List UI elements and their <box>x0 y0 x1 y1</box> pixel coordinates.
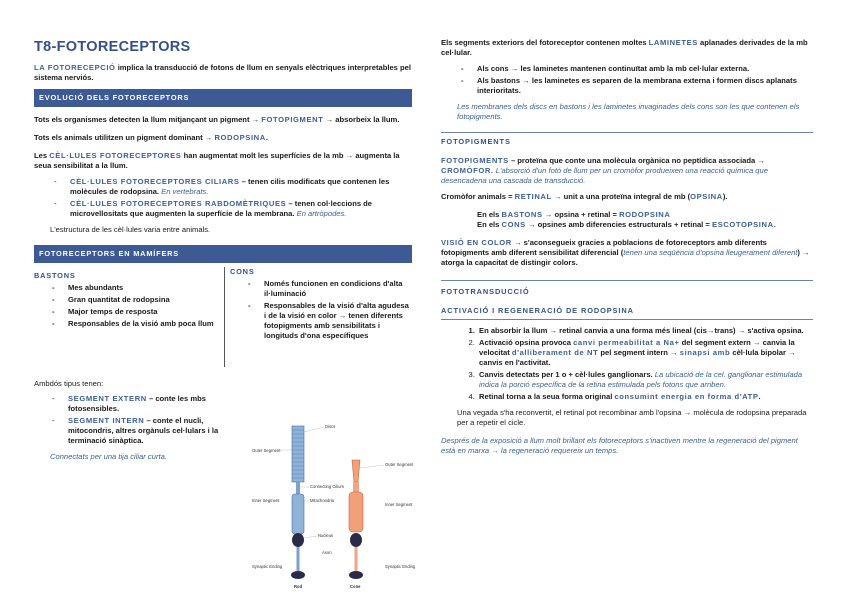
paragraph-fotopigments: FOTOPIGMENTS – proteïna que conte una molècula orgànica no peptídica associada → CROMÒFOR. L'absorció d'un fotó de llum per un cromòfor produeixen una reacció química que desencadena una cascada de transducció. <box>441 155 768 185</box>
paragraph-rodopsina: Tots els animals utilitzen un pigment dominant → RODOPSINA. <box>34 132 268 142</box>
list-item: - Mes abundants <box>52 283 219 293</box>
paragraph-final: Després de la exposició a llum molt brillant els fotoreceptors s'inactiven mentre la regeneració del pigment està en marxa → la regeneració requereix un temps. <box>441 435 798 455</box>
list-item: - Als bastons → les laminetes es separen de la membrana externa i formen discs aplanats interioritats. <box>461 76 813 96</box>
list-item: - Responsables de la visió amb poca llum <box>52 319 219 329</box>
paragraph-estructura: L'estructura de les cèl·lules varia entre animals. <box>50 225 211 235</box>
segments-block <box>34 379 239 462</box>
list-item: 1. En absorbir la llum → retinal canvia a una forma més lineal (cis→trans) → s'activa opsina. <box>477 326 813 336</box>
list-item: - Gran quantitat de rodopsina <box>52 295 219 305</box>
list-item: - CÈL·LULES FOTORECEPTORES CILIARS – tenen cilis modificats que contenen les molècules de rodopsina. En vertebrats. <box>54 177 412 197</box>
paragraph-fotopigment: Tots els organismes detecten la llum mitjançant un pigment → FOTOPIGMENT → absorbeix la llum. <box>34 114 400 124</box>
list-item: 4. Retinal torna a la seua forma original consumint energia en forma d'ATP. <box>477 392 813 402</box>
label-axon: Axon <box>322 550 332 555</box>
section-header-mamifers: FOTORECEPTORS EN MAMÍFERS <box>34 245 412 263</box>
list-item: - SEGMENT INTERN – conte el nucli, mitocondris, altres orgànuls cel·lulars i la terminació sinàptica. <box>52 416 239 446</box>
label-inner-segment-rod: Inner Segment <box>252 498 280 503</box>
label-rod: Rod <box>294 584 303 589</box>
intro-paragraph: LA FOTORECEPCIÓ implica la transducció de fotons de llum en senyals elèctriques interpretables pel sistema nerviós. <box>34 63 411 83</box>
cons-heading: CONS <box>230 266 255 276</box>
laminetes-list <box>441 64 813 96</box>
list-item: 3. Canvis detectats per 1 o + cèl·lules ganglionars. La ubicació de la cel. ganglionar estimulada indica la porció específica de la retina estimulada pels fotons que arriben. <box>477 370 813 390</box>
activacio-steps <box>441 326 813 402</box>
label-synaptic-ending-rod: Synaptic Ending <box>252 564 283 569</box>
label-synaptic-ending-cone: Synaptic Ending <box>385 564 416 569</box>
label-mitochondria: Mitochondria <box>310 498 334 503</box>
bastons-cons-comparison <box>34 266 412 367</box>
connectats-note: Connectats per una tija ciliar curta. <box>50 451 167 461</box>
ambdos-label: Ambdós tipus tenen: <box>34 378 104 388</box>
list-item: - Responsables de la visió d'alta agudesa i de la visió en color → tenen diferents fotopigments amb sensibilitats i longituds d'ona específiques <box>248 301 412 341</box>
rod-cell <box>291 426 305 579</box>
list-item: - SEGMENT EXTERN – conte les mbs fotosensibles. <box>52 394 239 414</box>
paragraph-visio-color: VISIÓ EN COLOR → s'aconsegueix gracies a poblacions de fotoreceptors amb diferents fotopigments amb diferent sensibilitat diferencial (tenen una seqüència d'opsina lleugerament diferent) → atorga la capacitat de distingir colors. <box>441 237 810 267</box>
section-header-fototransduccio: FOTOTRANSDUCCIÓ <box>441 280 813 300</box>
label-outer-segment-cone: Outer Segment <box>385 462 414 467</box>
label-cone: Cone <box>350 584 361 589</box>
section-header-fotopigments: FOTOPIGMENTS <box>441 132 813 150</box>
cons-column <box>224 267 412 367</box>
paragraph-regeneracio: Una vegada s'ha reconvertit, el retinal pot recombinar amb l'opsina → molècula de rodopsina preparada per a repetir el cicle. <box>457 407 807 427</box>
right-column <box>441 38 813 456</box>
paragraph-laminetes: Els segments exteriors del fotoreceptor contenen moltes LAMINETES aplanades derivades de la mb cel·lular. <box>441 38 808 58</box>
list-item: - CÈL·LULES FOTORECEPTORES RABDOMÈTRIQUES – tenen col·leccions de microvellositats que augmenten la superfície de la membrana. En artròpodes. <box>54 199 412 219</box>
bastons-heading: BASTONS <box>34 270 76 280</box>
paragraph-cromofor: Cromòfor animals = RETINAL → unit a una proteïna integral de mb (OPSINA). <box>441 191 728 201</box>
cellules-list <box>34 177 412 219</box>
subsection-activacio: ACTIVACIÓ I REGENERACIÓ DE RODOPSINA <box>441 306 813 320</box>
cons-list <box>230 279 412 341</box>
bastons-formula: En els BASTONS → opsina + retinal = RODOPSINA <box>477 209 671 219</box>
cone-cell <box>349 460 363 579</box>
list-item: - Major temps de resposta <box>52 307 219 317</box>
label-discs: Discs <box>325 424 336 429</box>
page-title: T8-FOTORECEPTORS <box>34 39 191 55</box>
segments-list <box>34 394 239 446</box>
cons-formula: En els CONS → opsines amb diferencies estructurals + retinal = ESCOTOPSINA. <box>477 219 777 229</box>
section-header-evolucio: EVOLUCIÓ DELS FOTORECEPTORS <box>34 89 412 107</box>
list-item: - Només funcionen en condicions d'alta il·luminació <box>248 279 412 299</box>
list-item: 2. Activació opsina provoca canvi permeabilitat a Na+ del segment extern → canvia la velocitat d'alliberament de NT pel segment intern → sinapsi amb cèl·lula bipolar → canvis en l'activitat. <box>477 338 813 368</box>
list-item: - Als cons → les laminetes mantenen continuïtat amb la mb cel·lular externa. <box>461 64 813 74</box>
label-inner-segment-cone: Inner Segment <box>385 502 413 507</box>
label-outer-segment-rod: Outer Segment <box>252 448 281 453</box>
bastons-column <box>34 271 219 334</box>
label-nucleus: Nucleus <box>318 533 334 538</box>
label-connecting-cilium: Connecting Cilium <box>310 484 344 489</box>
bastons-list <box>34 283 219 329</box>
left-column <box>34 38 412 462</box>
rod-cone-diagram <box>250 420 416 590</box>
membranes-note: Les membranes dels discs en bastons i les laminetes invaginades dels cons son les que contenen els fotopigments. <box>457 102 800 122</box>
paragraph-cellules: Les CÈL·LULES FOTORECEPTORES han augmentat molt les superfícies de la mb → augmenta la seua sensibilitat a la llum. <box>34 150 400 170</box>
